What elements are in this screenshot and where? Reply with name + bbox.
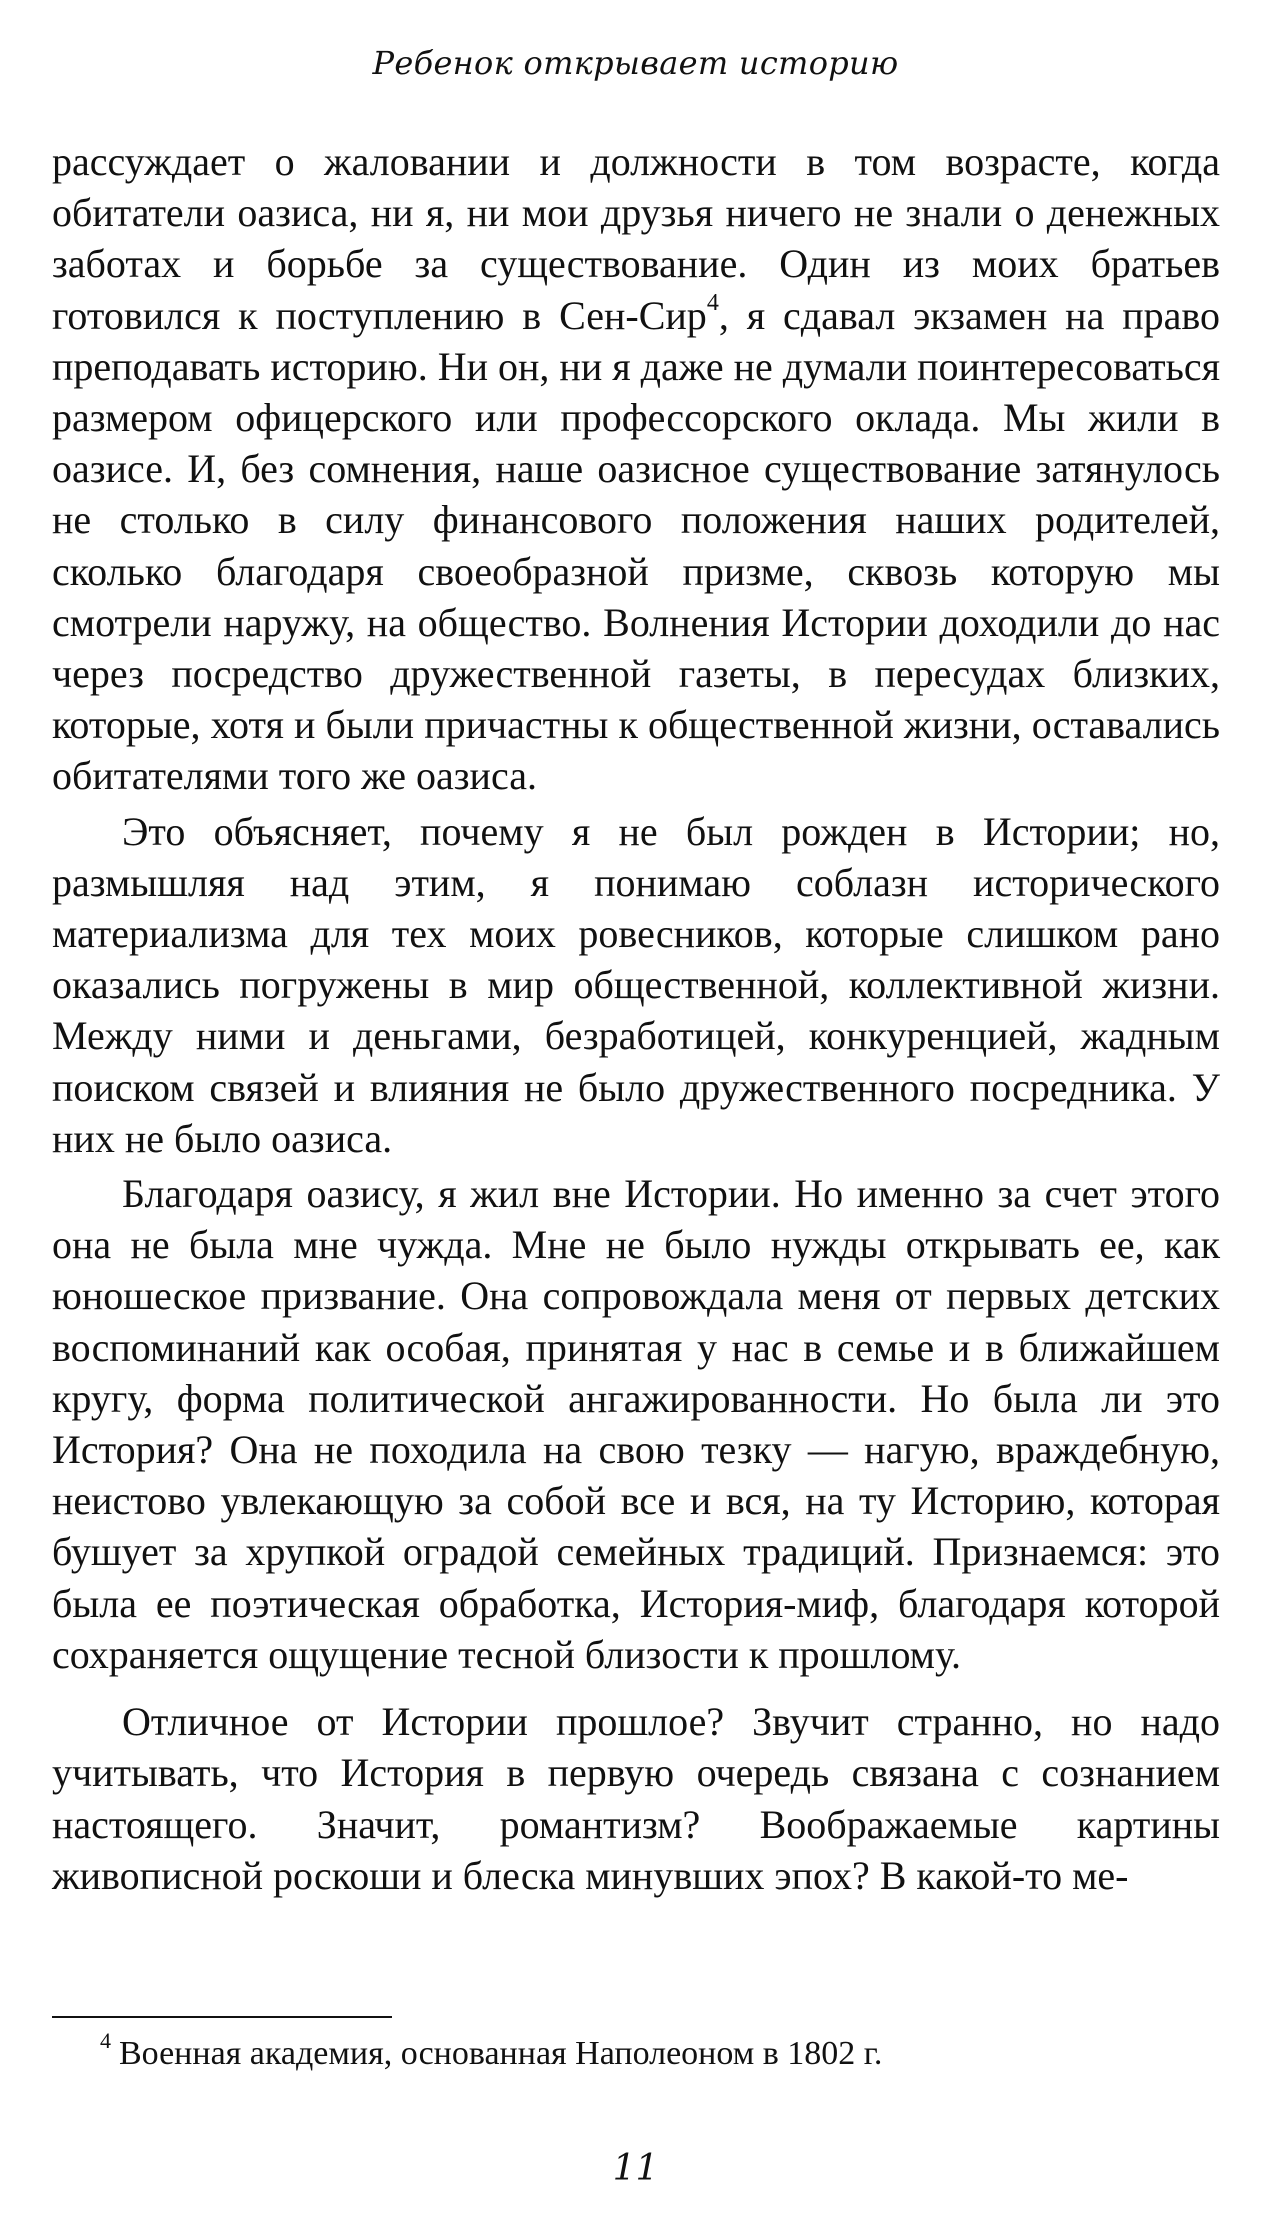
paragraph-4: Отличное от Истории прошлое? Звучит странно, но надо учитывать, что История в первую очередь связана с сознанием настоящего. Значит, романтизм? Воображаемые картины живописной роскоши и блеска минувших эпох? В какой-то ме- [52,1699,1220,1898]
paragraph-1 [52,136,1220,802]
footnote-number: 4 [100,2027,111,2053]
paragraph-1-text-b: , я сдавал экзамен на право преподавать историю. Ни он, ни я даже не думали поинтересоваться размером офицерского или профессорского оклада. Мы жили в оазисе. И, без сомнения, наше оазисное существование затянулось не столько в силу финансового положения наших родителей, сколько благодаря своеобразной призме, сквозь которую мы смотрели наружу, на общество. Волнения Истории доходили до нас через посредство дружественной газеты, в пересудах близких, которые, хотя и были причастны к общественной жизни, оставались обитателями того же оазиса. [52,292,1221,799]
main-text [52,136,1220,1901]
footnote-divider [52,2016,392,2018]
paragraph-3: Благодаря оазису, я жил вне Истории. Но именно за счет этого она не была мне чужда. Мне не было нужды открывать ее, как юношеское призвание. Она сопровождала меня от первых детских воспоминаний как особая, принятая у нас в семье и в ближайшем кругу, форма политической ангажированности. Но была ли это История? Она не походила на свою тезку — нагую, враждебную, неистово увлекающую за собой все и вся, на ту Историю, которая бушует за хрупкой оградой семейных традиций. Признаемся: это была ее поэтическая обработка, История-миф, благодаря которой сохраняется ощущение тесной близости к прошлому. [52,1171,1220,1677]
paragraph-1-text-a: рассуждает о жаловании и должности в том возрасте, когда обитатели оазиса, ни я, ни мои друзья ничего не знали о денежных заботах и борьбе за существование. Один из моих братьев готовился к поступлению в Сен-Сир [52,139,1220,338]
footnote-reference[interactable]: 4 [706,290,719,317]
footnote-text: Военная академия, основанная Наполеоном в 1802 г. [119,2035,883,2072]
paragraph-2: Это объясняет, почему я не был рожден в Истории; но, размышляя над этим, я понимаю соблазн исторического материализма для тех моих ровесников, которые слишком рано оказались погружены в мир общественной, коллективной жизни. Между ними и деньгами, безработицей, конкуренцией, жадным поиском связей и влияния не было дружественного посредника. У них не было оазиса. [52,808,1220,1161]
page-number: 11 [612,2148,659,2189]
footnote [100,2027,1200,2076]
running-head: Ребенок открывает историю [372,44,899,82]
